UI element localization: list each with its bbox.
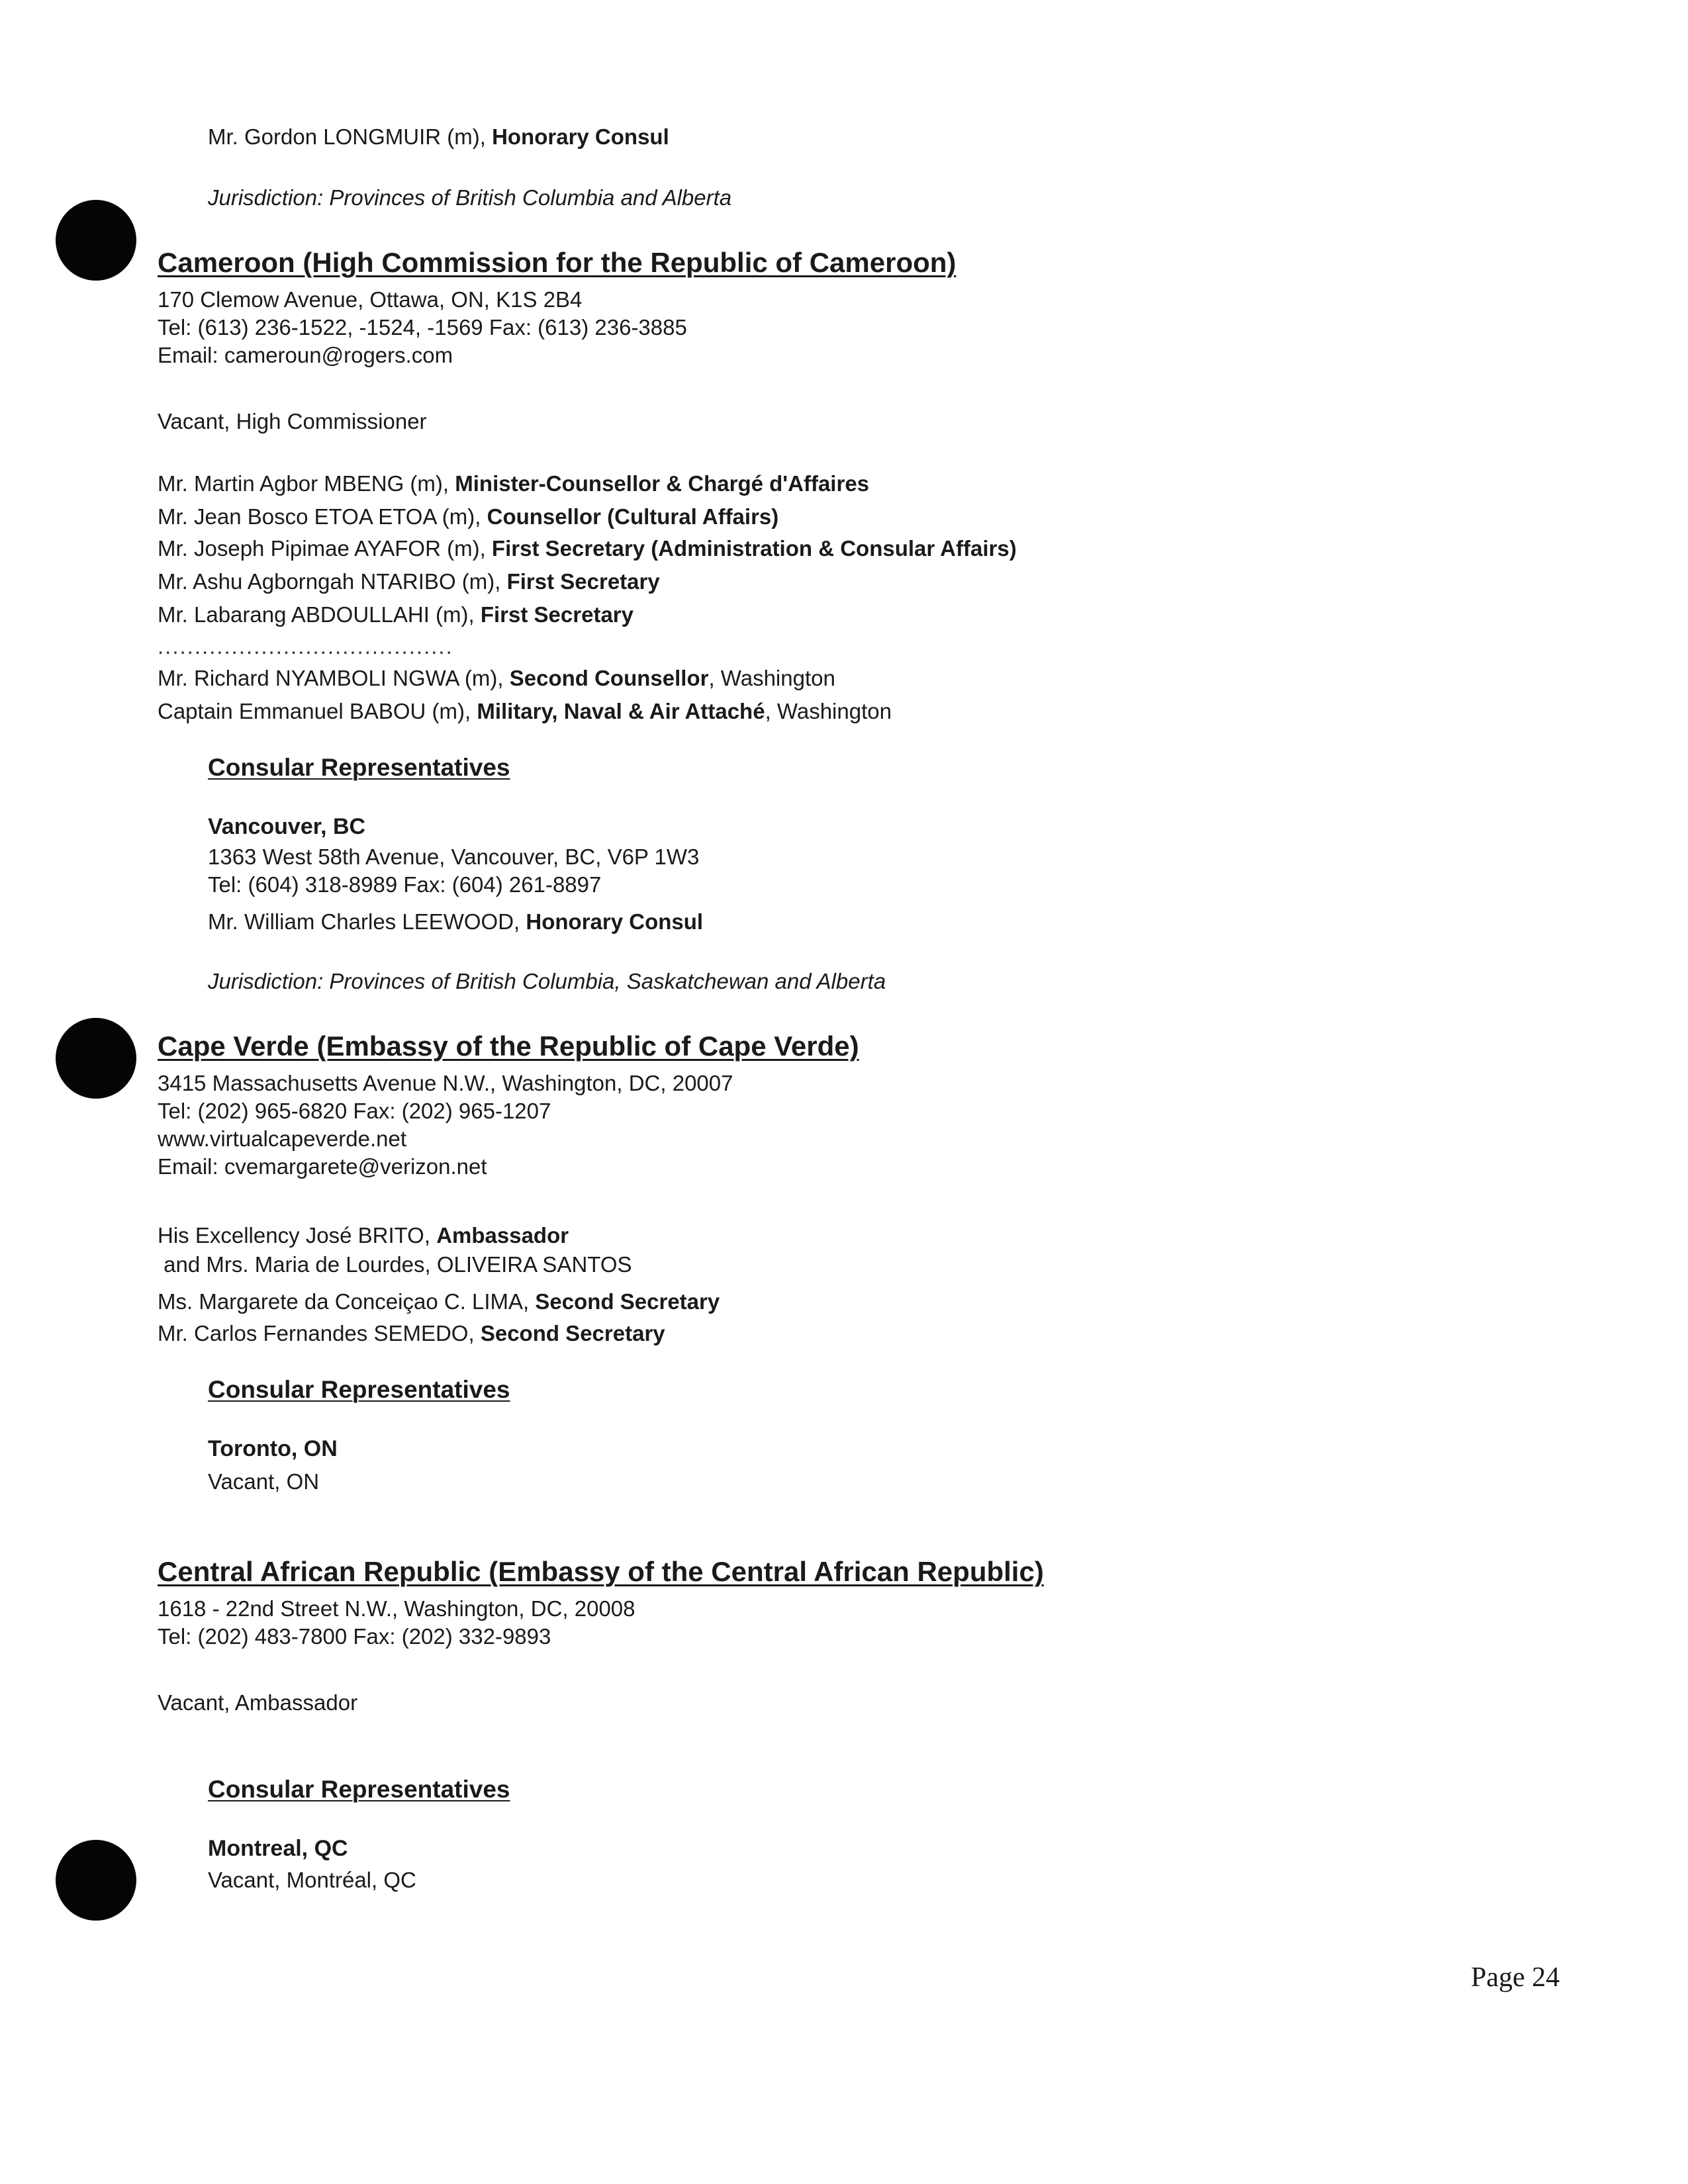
staff-entry: Captain Emmanuel BABOU (m), Military, Naval & Air Attaché, Washington [158, 699, 892, 723]
staff-entry: Mr. Joseph Pipimae AYAFOR (m), First Secretary (Administration & Consular Affairs) [158, 536, 1017, 561]
staff-entry: Mr. Richard NYAMBOLI NGWA (m), Second Counsellor, Washington [158, 666, 835, 690]
head-of-mission: Vacant, Ambassador [158, 1690, 358, 1715]
consular-location: Montreal, QC [208, 1836, 348, 1861]
staff-entry: Ms. Margarete da Conceiçao C. LIMA, Second Secretary [158, 1289, 720, 1314]
consul-title: Honorary Consul [492, 124, 669, 149]
head-of-mission: Vacant, High Commissioner [158, 409, 427, 433]
website-line: www.virtualcapeverde.net [158, 1126, 407, 1151]
honorary-consul-entry [208, 123, 669, 151]
ambassador-entry: His Excellency José BRITO, Ambassador [158, 1223, 569, 1248]
phone-line: Tel: (202) 965-6820 Fax: (202) 965-1207 [158, 1099, 551, 1123]
section-heading-cameroon: Cameroon (High Commission for the Republic of Cameroon) [158, 247, 957, 278]
punch-hole-1 [56, 200, 136, 281]
consul-name: Mr. Gordon LONGMUIR (m), [208, 124, 492, 149]
consular-location: Toronto, ON [208, 1436, 338, 1461]
consular-location: Vancouver, BC [208, 814, 366, 839]
consular-representatives-heading: Consular Representatives [208, 1776, 510, 1803]
consular-entry: Vacant, ON [208, 1469, 320, 1494]
jurisdiction-note: Jurisdiction: Provinces of British Columbia, Saskatchewan and Alberta [208, 969, 886, 993]
staff-entry: Mr. Jean Bosco ETOA ETOA (m), Counsellor (Cultural Affairs) [158, 504, 779, 529]
email-line: Email: cameroun@rogers.com [158, 343, 453, 367]
address-line: 1618 - 22nd Street N.W., Washington, DC, 20008 [158, 1596, 635, 1621]
staff-entry: Mr. Carlos Fernandes SEMEDO, Second Secretary [158, 1321, 665, 1345]
punch-hole-2 [56, 1018, 136, 1099]
separator-dots: ........................................ [158, 634, 453, 659]
consular-representatives-heading: Consular Representatives [208, 1376, 510, 1403]
page-number: Page 24 [1471, 1962, 1560, 1993]
address-line: 3415 Massachusetts Avenue N.W., Washington, DC, 20007 [158, 1071, 733, 1095]
section-heading-cape-verde: Cape Verde (Embassy of the Republic of Cape Verde) [158, 1030, 859, 1062]
consular-representatives-heading: Consular Representatives [208, 754, 510, 781]
staff-entry: Mr. Martin Agbor MBENG (m), Minister-Counsellor & Chargé d'Affaires [158, 471, 870, 496]
address-line: 1363 West 58th Avenue, Vancouver, BC, V6P 1W3 [208, 844, 700, 869]
section-heading-central-african-republic: Central African Republic (Embassy of the Central African Republic) [158, 1556, 1044, 1587]
spouse-entry: and Mrs. Maria de Lourdes, OLIVEIRA SANTOS [158, 1252, 632, 1277]
punch-hole-3 [56, 1840, 136, 1921]
phone-line: Tel: (613) 236-1522, -1524, -1569 Fax: (613) 236-3885 [158, 315, 687, 340]
email-line: Email: cvemargarete@verizon.net [158, 1154, 487, 1179]
phone-line: Tel: (604) 318-8989 Fax: (604) 261-8897 [208, 872, 602, 897]
consular-entry: Vacant, Montréal, QC [208, 1868, 416, 1892]
staff-entry: Mr. Ashu Agborngah NTARIBO (m), First Secretary [158, 569, 660, 594]
phone-line: Tel: (202) 483-7800 Fax: (202) 332-9893 [158, 1624, 551, 1649]
staff-entry: Mr. Labarang ABDOULLAHI (m), First Secretary [158, 602, 633, 627]
honorary-consul-entry: Mr. William Charles LEEWOOD, Honorary Consul [208, 909, 704, 934]
address-line: 170 Clemow Avenue, Ottawa, ON, K1S 2B4 [158, 287, 583, 312]
jurisdiction-note: Jurisdiction: Provinces of British Columbia and Alberta [208, 185, 732, 210]
